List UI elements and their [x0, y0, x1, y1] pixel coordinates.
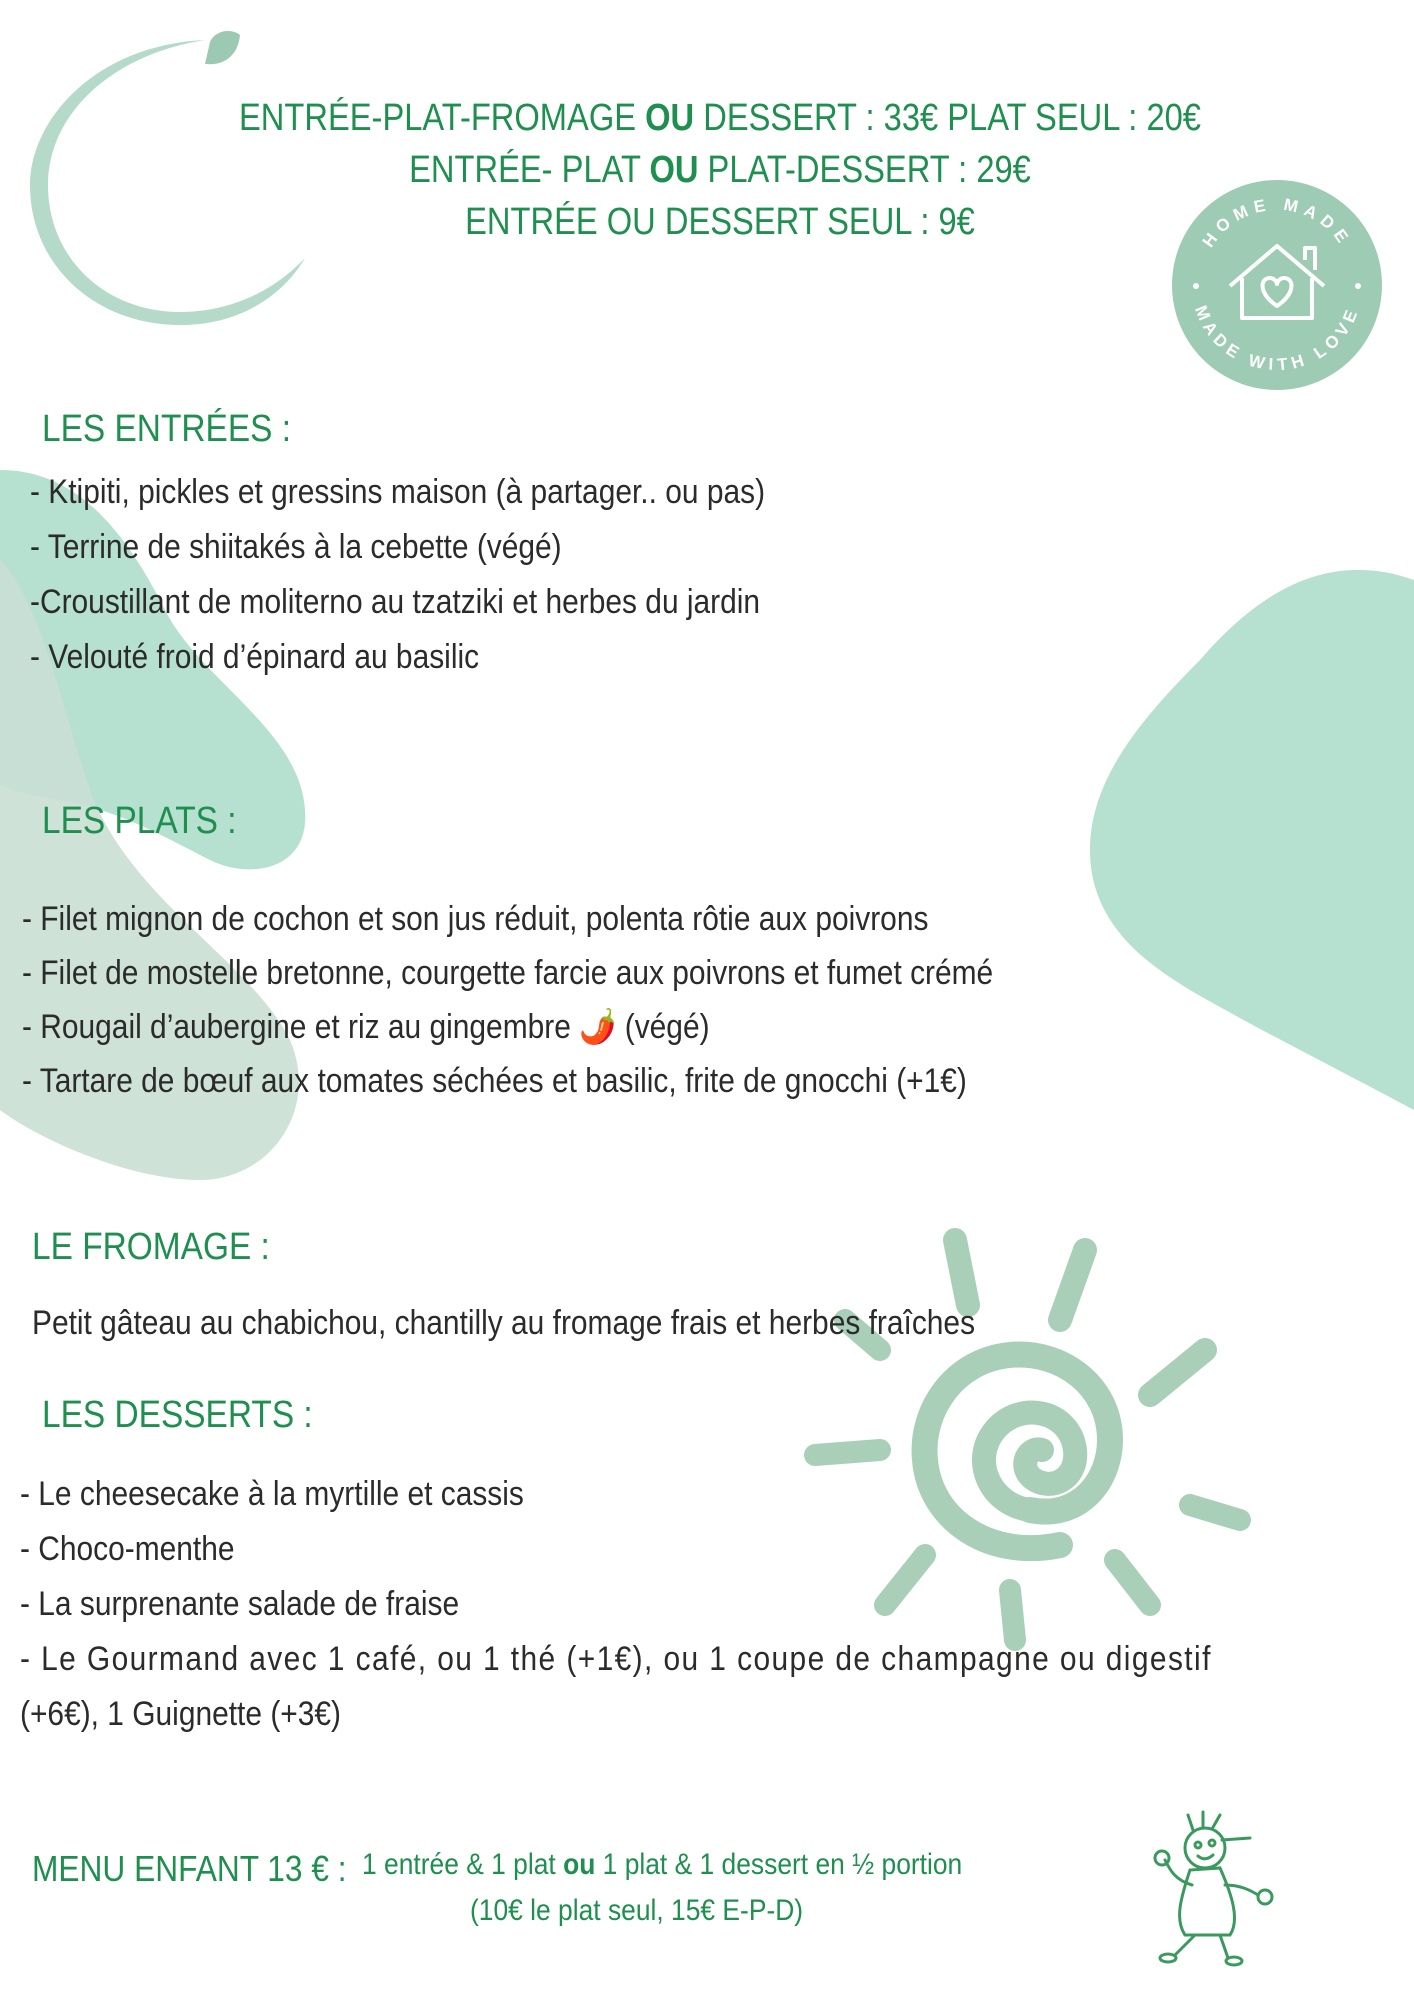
plat-item: - Rougail d’aubergine et riz au gingembre 🌶️ (végé) — [22, 1008, 710, 1046]
plats-title: LES PLATS : — [42, 800, 237, 842]
menu-enfant-title: MENU ENFANT 13 € : — [32, 1848, 347, 1889]
fromage-text: Petit gâteau au chabichou, chantilly au fromage frais et herbes fraîches — [32, 1304, 976, 1342]
badge-bottom-text: MADE WITH LOVE — [1191, 302, 1363, 375]
entree-item: - Terrine de shiitakés à la cebette (végé) — [30, 528, 562, 566]
fromage-title: LE FROMAGE : — [32, 1226, 270, 1268]
desserts-list — [20, 1467, 1212, 1742]
pricing-header — [204, 92, 1236, 248]
child-drawing-icon — [1155, 1812, 1272, 1965]
plat-item: - Filet de mostelle bretonne, courgette farcie aux poivrons et fumet crémé — [22, 954, 994, 992]
entree-item: - Ktipiti, pickles et gressins maison (à partager.. ou pas) — [30, 473, 766, 511]
entree-item: - Velouté froid d’épinard au basilic — [30, 638, 480, 676]
plat-item: - Tartare de bœuf aux tomates séchées et basilic, frite de gnocchi (+1€) — [22, 1062, 967, 1100]
dessert-item: - Le Gourmand avec 1 café, ou 1 thé (+1€), ou 1 coupe de champagne ou digestif — [20, 1640, 1212, 1678]
menu-enfant-text: 1 entrée & 1 plat ou 1 plat & 1 dessert en ½ portion — [362, 1848, 963, 1881]
dessert-item: - Choco-menthe — [20, 1530, 235, 1568]
plats-list — [22, 892, 993, 1108]
pricing-line-2: ENTRÉE- PLAT OU PLAT-DESSERT : 29€ — [409, 149, 1031, 191]
dessert-item: - Le cheesecake à la myrtille et cassis — [20, 1475, 524, 1513]
menu-enfant-note: (10€ le plat seul, 15€ E-P-D) — [470, 1894, 804, 1927]
entree-item: -Croustillant de moliterno au tzatziki et herbes du jardin — [30, 583, 761, 621]
dessert-item: - La surprenante salade de fraise — [20, 1585, 460, 1623]
plat-item: - Filet mignon de cochon et son jus réduit, polenta rôtie aux poivrons — [22, 900, 929, 938]
dessert-item: (+6€), 1 Guignette (+3€) — [20, 1695, 342, 1733]
entrees-list — [30, 465, 765, 685]
right-blob-shape — [1090, 570, 1414, 1110]
pricing-line-3: ENTRÉE OU DESSERT SEUL : 9€ — [465, 201, 975, 243]
entrees-title: LES ENTRÉES : — [42, 408, 292, 450]
desserts-title: LES DESSERTS : — [42, 1394, 313, 1436]
badge-top-text: HOME MADE — [1198, 194, 1356, 251]
pricing-line-1: ENTRÉE-PLAT-FROMAGE OU DESSERT : 33€ PLAT SEUL : 20€ — [239, 97, 1201, 139]
